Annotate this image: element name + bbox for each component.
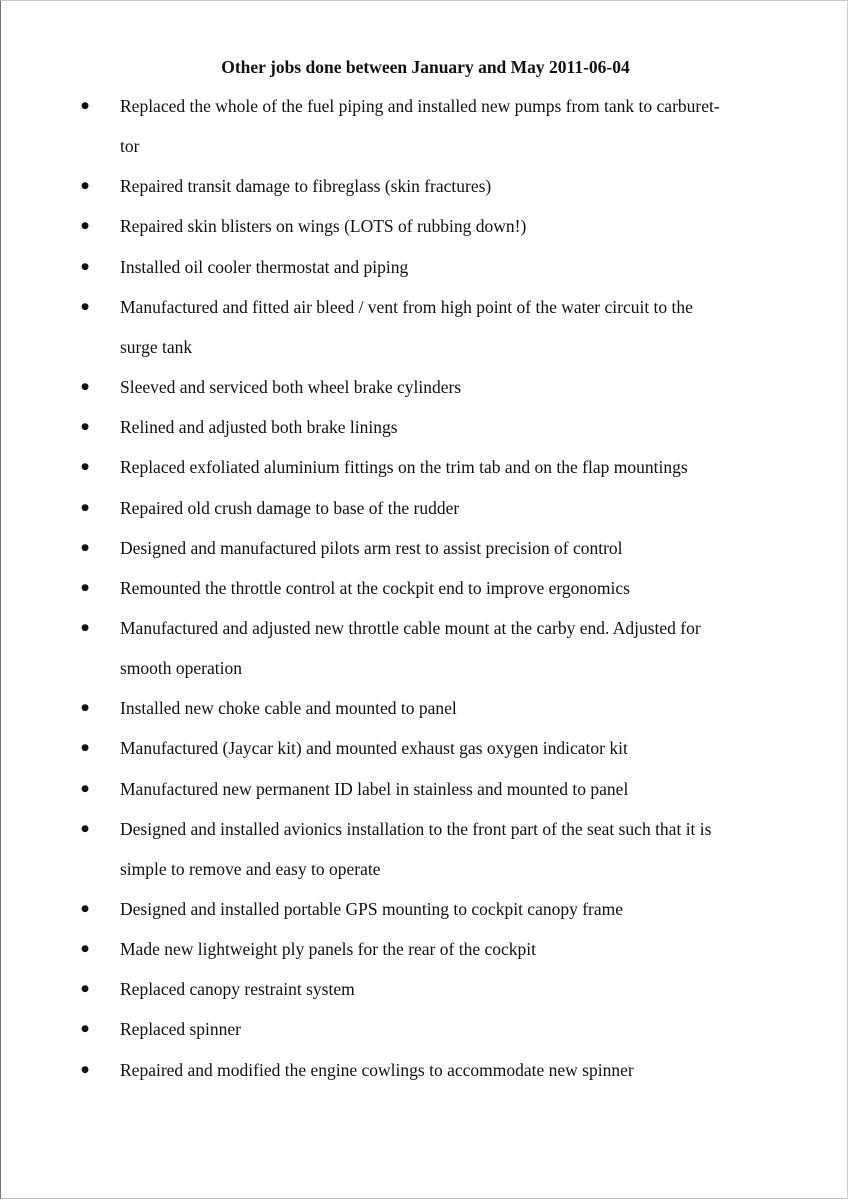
- list-item-line: Sleeved and serviced both wheel brake cylinders: [120, 377, 462, 398]
- list-item-line: Relined and adjusted both brake linings: [120, 417, 398, 438]
- bullet-icon: ●: [81, 261, 89, 272]
- bullet-icon: ●: [81, 904, 89, 914]
- list-item-line: Manufactured and fitted air bleed / vent from high point of the water circuit to the: [120, 296, 693, 317]
- list-item-line: Replaced spinner: [120, 1019, 241, 1040]
- list-item-line: Repaired old crush damage to base of the rudder: [120, 497, 460, 518]
- list-item-line: Designed and installed portable GPS mounting to cockpit canopy frame: [120, 899, 624, 919]
- list-item-text: [120, 206, 820, 246]
- bullet-icon: ●: [81, 944, 89, 955]
- list-item-text: [120, 488, 820, 528]
- list-item-line: Installed oil cooler thermostat and piping: [120, 256, 409, 277]
- list-item-line: surge tank: [120, 336, 193, 357]
- list-item-line: Repaired transit damage to fibreglass (skin fractures): [120, 176, 492, 197]
- list-item-text: [120, 287, 820, 367]
- list-item-text: [120, 969, 820, 1009]
- list-item-text: [120, 447, 820, 487]
- bullet-icon: ●: [81, 382, 89, 393]
- list-item-line: Manufactured (Jaycar kit) and mounted exhaust gas oxygen indicator kit: [120, 738, 628, 759]
- bullet-icon: ●: [81, 502, 89, 513]
- list-item-line: smooth operation: [120, 657, 242, 678]
- bullet-icon: ●: [81, 462, 89, 473]
- list-item-text: [120, 608, 820, 688]
- bullet-icon: ●: [81, 1024, 89, 1035]
- list-item-line: Designed and manufactured pilots arm rest to assist precision of control: [120, 537, 623, 558]
- bullet-icon: ●: [81, 301, 89, 312]
- list-item-text: [120, 568, 820, 608]
- list-item-line: Remounted the throttle control at the cockpit end to improve ergonomics: [120, 577, 630, 598]
- list-item-text: [120, 929, 820, 969]
- list-item-line: Made new lightweight ply panels for the rear of the cockpit: [120, 939, 536, 960]
- list-item-line: Repaired and modified the engine cowlings to accommodate new spinner: [120, 1059, 634, 1080]
- bullet-icon: ●: [81, 703, 89, 714]
- bullet-icon: ●: [81, 783, 89, 794]
- list-item-text: [120, 889, 820, 929]
- list-item-line: Manufactured and adjusted new throttle cable mount at the carby end. Adjusted for: [120, 617, 701, 638]
- list-item-text: [120, 728, 820, 768]
- bullet-icon: ●: [81, 101, 89, 111]
- list-item-text: [120, 528, 820, 568]
- list-item-text: [120, 166, 820, 206]
- list-item-text: [120, 86, 820, 166]
- list-item-text: [120, 809, 820, 889]
- list-item-line: Repaired skin blisters on wings (LOTS of rubbing down!): [120, 216, 527, 237]
- list-item-line: Designed and installed avionics installation to the front part of the seat such that it is: [120, 818, 712, 839]
- list-item-text: [120, 1050, 820, 1090]
- bullet-icon: ●: [81, 622, 89, 633]
- bullet-icon: ●: [81, 743, 89, 754]
- list-item-line: Replaced exfoliated aluminium fittings on the trim tab and on the flap mountings: [120, 457, 688, 478]
- list-item-text: [120, 688, 820, 728]
- bullet-icon: ●: [81, 582, 89, 593]
- list-item-line: Installed new choke cable and mounted to panel: [120, 698, 457, 719]
- list-item-line: Replaced canopy restraint system: [120, 979, 355, 1000]
- bullet-icon: ●: [81, 542, 89, 553]
- bullet-icon: ●: [81, 984, 89, 995]
- bullet-icon: ●: [81, 422, 89, 433]
- list-item-text: [120, 407, 820, 447]
- bullet-icon: ●: [81, 221, 89, 232]
- list-item-line: Manufactured new permanent ID label in stainless and mounted to panel: [120, 778, 629, 799]
- list-item-line: simple to remove and easy to operate: [120, 858, 381, 879]
- list-item-text: [120, 247, 820, 287]
- page-title: Other jobs done between January and May 2011-06-04: [221, 57, 630, 77]
- bullet-icon: ●: [81, 1064, 89, 1075]
- list-item-text: [120, 1009, 820, 1049]
- list-item-text: [120, 367, 820, 407]
- bullet-icon: ●: [81, 181, 89, 192]
- list-item-text: [120, 769, 820, 809]
- list-item-line: Replaced the whole of the fuel piping and installed new pumps from tank to carburet-: [120, 96, 720, 116]
- bullet-icon: ●: [81, 823, 89, 834]
- list-item-line: tor: [120, 136, 140, 156]
